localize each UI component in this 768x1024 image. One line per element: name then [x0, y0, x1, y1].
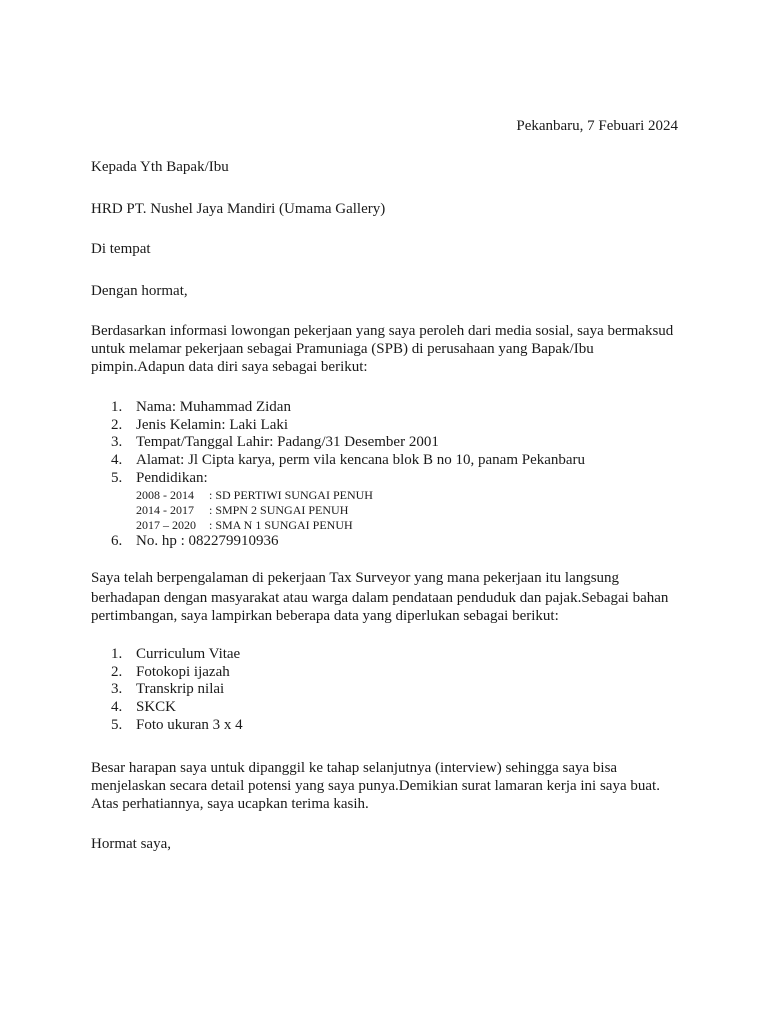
list-text: Nama: Muhammad Zidan — [136, 399, 291, 415]
list-item — [91, 717, 243, 735]
personal-data-list — [91, 399, 585, 551]
list-number: 1. — [111, 646, 123, 662]
intro-line: Berdasarkan informasi lowongan pekerjaan yang saya peroleh dari media sosial, saya bermaksud — [91, 323, 674, 339]
list-number: 3. — [111, 681, 123, 698]
closing-paragraph — [91, 759, 691, 813]
experience-paragraph — [91, 569, 691, 625]
list-item — [91, 533, 585, 551]
list-number: 5. — [111, 716, 123, 733]
intro-paragraph — [91, 322, 691, 376]
list-number: 3. — [111, 434, 123, 451]
signoff-line: Hormat saya, — [91, 836, 171, 852]
education-years: 2014 - 2017 — [136, 502, 194, 517]
education-years: 2017 – 2020 — [136, 518, 196, 533]
experience-line: pertimbangan, saya lampirkan beberapa data yang diperlukan sebagai berikut: — [91, 608, 559, 624]
list-item — [91, 434, 585, 452]
experience-line: Saya telah berpengalaman di pekerjaan Tax Surveyor yang mana pekerjaan itu langsung — [91, 570, 620, 586]
education-row — [91, 503, 585, 518]
experience-line: berhadapan dengan masyarakat atau warga dalam pendataan penduduk dan pajak.Sebagai bahan — [91, 590, 669, 606]
list-item — [91, 417, 585, 435]
closing-line: Atas perhatiannya, saya ucapkan terima kasih. — [91, 796, 369, 812]
list-text: Fotokopi ijazah — [136, 663, 230, 680]
list-number: 4. — [111, 699, 123, 716]
intro-line: pimpin.Adapun data diri saya sebagai berikut: — [91, 359, 368, 375]
education-years: 2008 - 2014 — [136, 487, 194, 502]
education-school: : SD PERTIWI SUNGAI PENUH — [209, 487, 373, 502]
attachments-list — [91, 646, 243, 735]
list-number: 4. — [111, 452, 123, 469]
list-item — [91, 399, 585, 417]
list-text: Jenis Kelamin: Laki Laki — [136, 416, 289, 433]
list-number: 2. — [111, 416, 123, 433]
recipient-line: Kepada Yth Bapak/Ibu — [91, 159, 229, 175]
list-text: Pendidikan: — [136, 469, 208, 486]
education-school: : SMA N 1 SUNGAI PENUH — [209, 518, 353, 533]
list-item — [91, 452, 585, 470]
list-number: 1. — [111, 399, 123, 415]
list-item — [91, 646, 243, 664]
company-line: HRD PT. Nushel Jaya Mandiri (Umama Gallery) — [91, 201, 386, 217]
list-text: Transkrip nilai — [136, 681, 225, 698]
list-item — [91, 664, 243, 682]
list-item — [91, 699, 243, 717]
list-text: Foto ukuran 3 x 4 — [136, 716, 243, 733]
list-text: Tempat/Tanggal Lahir: Padang/31 Desember 2001 — [136, 434, 439, 451]
list-text: SKCK — [136, 699, 177, 716]
list-number: 5. — [111, 469, 123, 486]
intro-line: untuk melamar pekerjaan sebagai Pramuniaga (SPB) di perusahaan yang Bapak/Ibu — [91, 341, 594, 357]
list-item — [91, 470, 585, 488]
education-row — [91, 488, 585, 503]
greeting-line: Dengan hormat, — [91, 283, 188, 299]
letter-date: Pekanbaru, 7 Febuari 2024 — [516, 118, 678, 134]
list-item — [91, 681, 243, 699]
list-text: Curriculum Vitae — [136, 646, 241, 662]
closing-line: menjelaskan secara detail potensi yang saya punya.Demikian surat lamaran kerja ini saya buat. — [91, 778, 660, 794]
list-text: Alamat: Jl Cipta karya, perm vila kencana blok B no 10, panam Pekanbaru — [136, 452, 586, 469]
place-line: Di tempat — [91, 241, 151, 257]
list-number: 6. — [111, 533, 123, 550]
education-school: : SMPN 2 SUNGAI PENUH — [209, 502, 349, 517]
closing-line: Besar harapan saya untuk dipanggil ke tahap selanjutnya (interview) sehingga saya bisa — [91, 760, 618, 776]
list-number: 2. — [111, 663, 123, 680]
education-row — [91, 518, 585, 533]
list-text: No. hp : 082279910936 — [136, 533, 279, 550]
